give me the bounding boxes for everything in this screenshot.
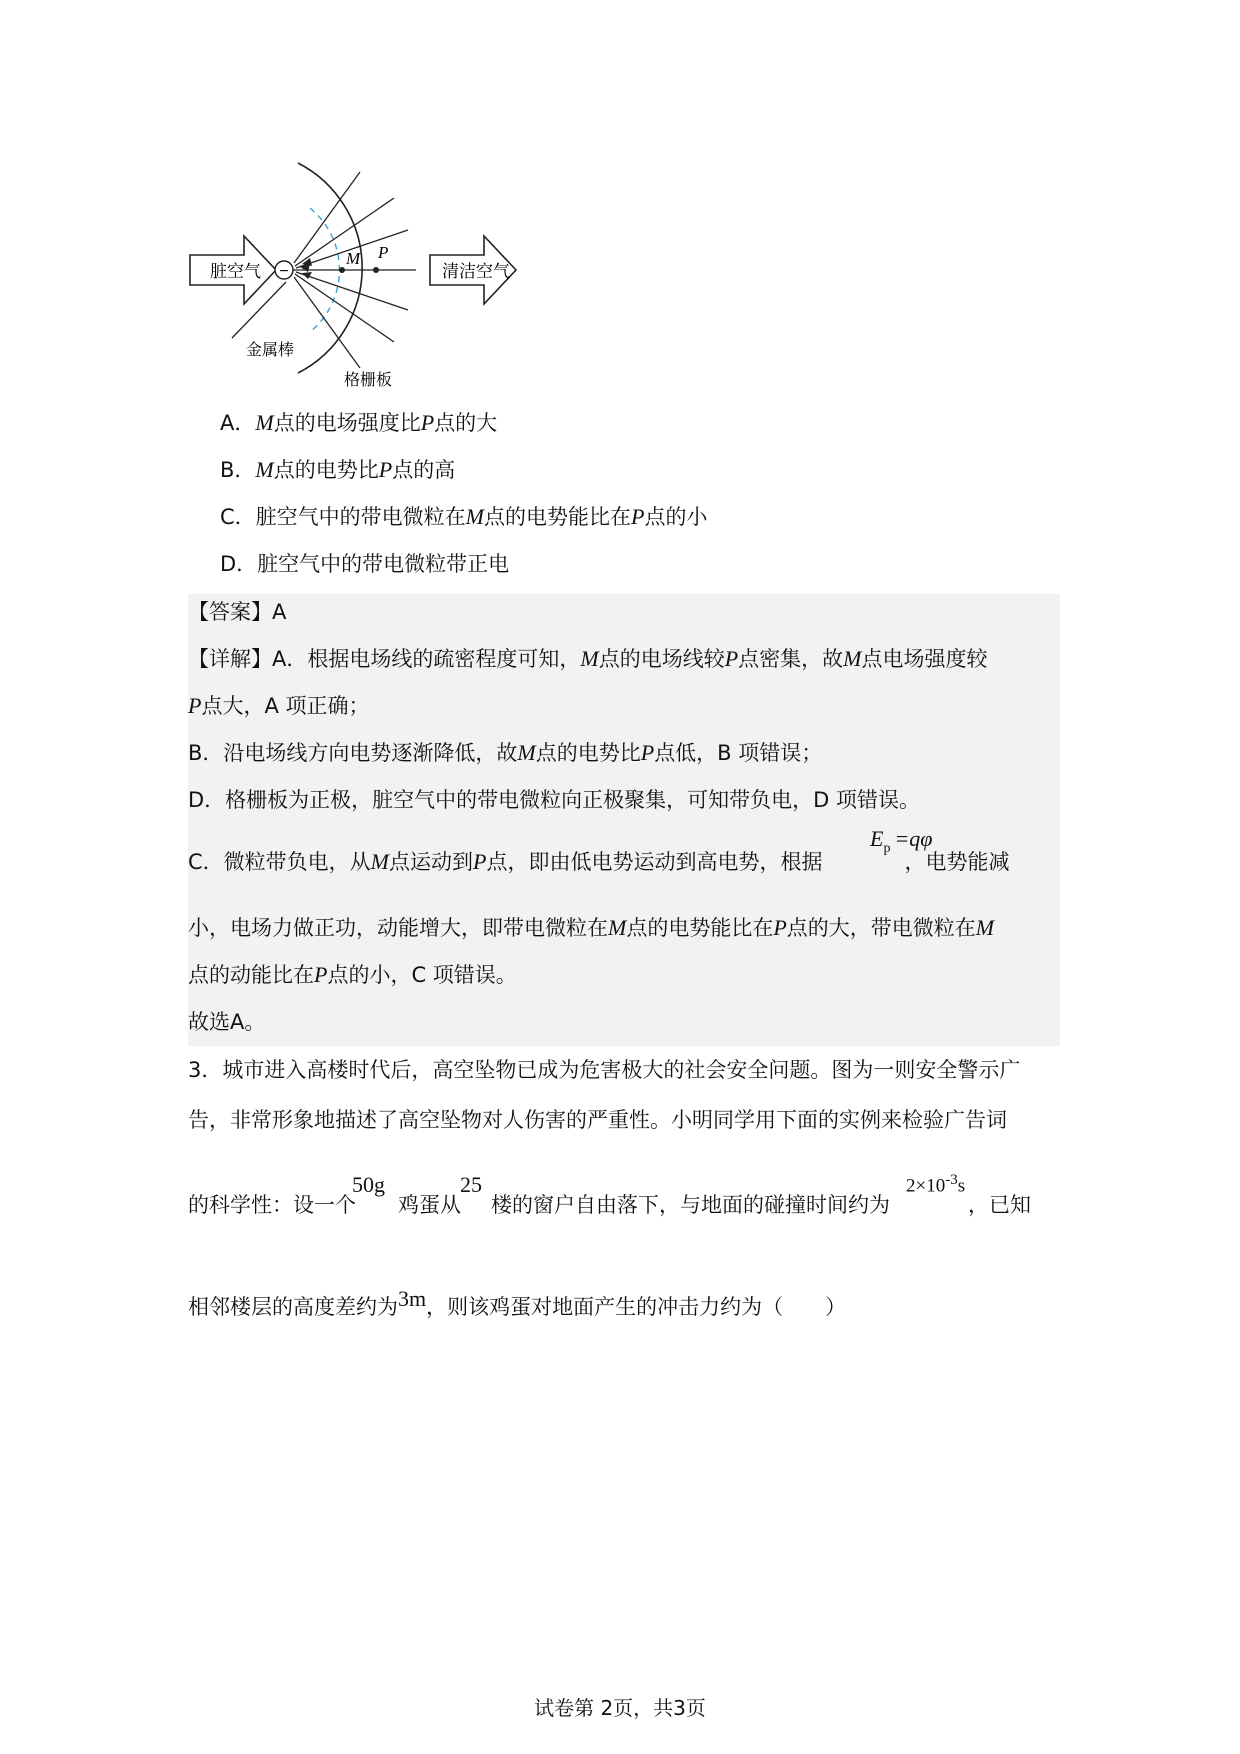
- clean-air-label: 清洁空气: [442, 262, 510, 282]
- option-a: A．M点的电场强度比P点的大: [220, 410, 498, 435]
- point-m-label: M: [346, 249, 361, 268]
- detail-c-line-2: 小，电场力做正功，动能增大，即带电微粒在M点的电势能比在P点的大，带电微粒在M: [188, 915, 995, 940]
- page-footer: 试卷第 2页，共3页: [534, 1696, 706, 1720]
- detail-line-1: 【详解】A．根据电场线的疏密程度可知，M点的电场线较P点密集，故M点电场强度较: [188, 646, 988, 671]
- question3-line-1: 3．城市进入高楼时代后，高空坠物已成为危害极大的社会安全问题。图为一则安全警示广: [188, 1058, 1021, 1082]
- conclusion: 故选A。: [188, 1010, 266, 1034]
- question3-line-3: 的科学性：设一个 鸡蛋从 楼的窗户自由落下，与地面的碰撞时间约为 ，已知: [188, 1193, 1031, 1217]
- floor-height: 3m: [398, 1286, 427, 1311]
- option-d: D．脏空气中的带电微粒带正电: [220, 552, 510, 576]
- option-b: B．M点的电势比P点的高: [220, 457, 456, 482]
- charge-sign: −: [279, 263, 289, 280]
- detail-c-line-1: C．微粒带负电，从M点运动到P点，即由低电势运动到高电势，根据 ，电势能减: [188, 849, 1010, 874]
- detail-b-line: B．沿电场线方向电势逐渐降低，故M点的电势比P点低，B 项错误；: [188, 740, 823, 765]
- dirty-air-label: 脏空气: [210, 262, 261, 282]
- potential-energy-formula: $E_p =q\varphi$: [870, 826, 933, 856]
- answer-label: 【答案】A: [188, 600, 287, 624]
- metal-rod-label: 金属棒: [246, 340, 295, 359]
- detail-c-line-3: 点的动能比在P点的小，C 项错误。: [188, 962, 517, 987]
- question3-line-4: 相邻楼层的高度差约为3m，则该鸡蛋对地面产生的冲击力约为（ ）: [188, 1286, 847, 1319]
- detail-d-line: D．格栅板为正极，脏空气中的带电微粒向正极聚集，可知带负电，D 项错误。: [188, 788, 921, 812]
- electrostatic-precipitator-figure: [186, 160, 546, 390]
- collision-time: $2\times 10^{-3}s$: [906, 1172, 966, 1197]
- floor-number: 25: [460, 1172, 482, 1197]
- point-p-label: P: [378, 243, 389, 262]
- option-c: C．脏空气中的带电微粒在M点的电势能比在P点的小: [220, 504, 708, 529]
- question3-line-2: 告，非常形象地描述了高空坠物对人伤害的严重性。小明同学用下面的实例来检验广告词: [188, 1108, 1007, 1132]
- detail-line-2: P点大，A 项正确；: [188, 693, 370, 718]
- point-m-dot: [339, 267, 345, 273]
- point-p-dot: [373, 267, 379, 273]
- egg-mass: 50g: [352, 1172, 385, 1197]
- grid-plate-label: 格栅板: [344, 370, 393, 389]
